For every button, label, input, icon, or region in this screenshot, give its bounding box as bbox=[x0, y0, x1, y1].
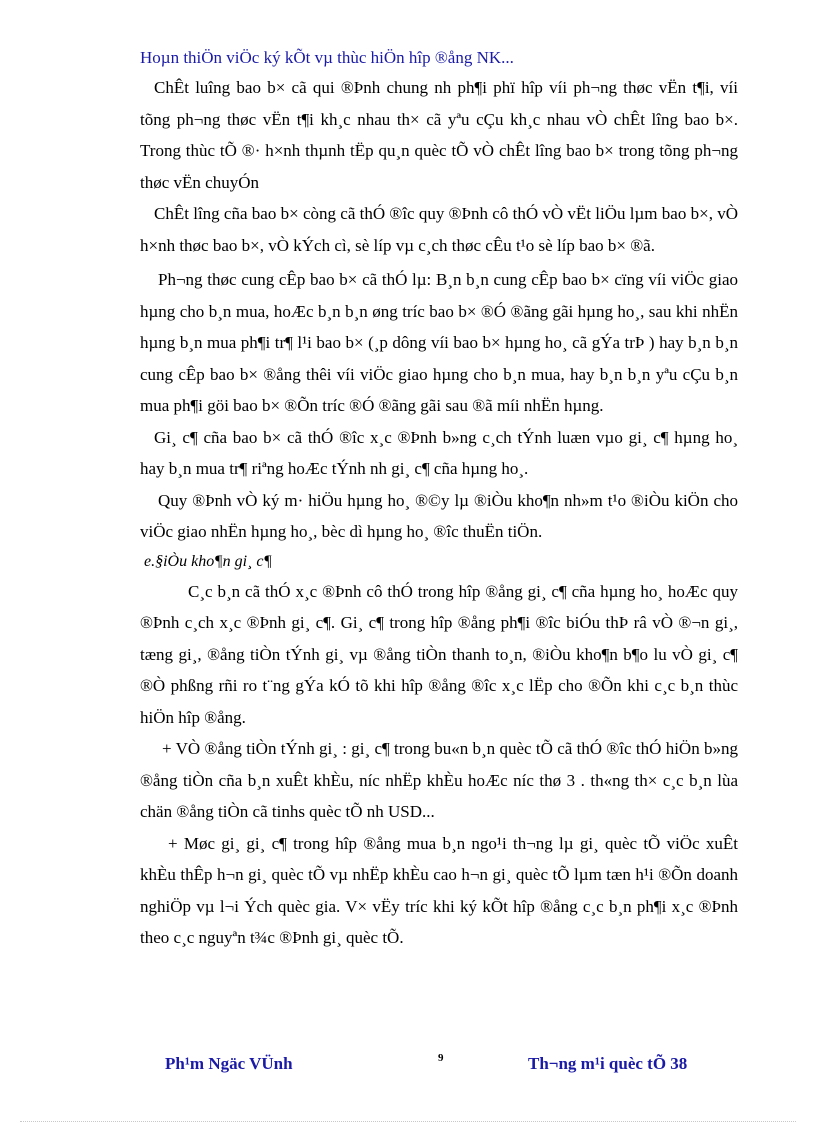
paragraph-packaging-supply: Ph¬ng thøc cung cÊp bao b× cã thÓ lµ: B¸n b¸n cung cÊp bao b× cïng víi viÖc giao hµng cho b¸n mua, hoÆc b¸n b¸n øng tríc bao b× ®Ó ®ãng gãi hµng ho¸, sau khi nhËn hµng b¸n mua ph¶i tr¶ l¹i bao b× (¸p dông víi bao b× hµng ho¸ cã gÝa trÞ ) hay b¸n b¸n cung cÊp bao b× ®ång thêi víi viÖc giao hµng cho b¸n mua, hay b¸n b¸n yªu cÇu b¸n mua ph¶i göi bao b× ®Õn tríc ®Ó ®ãng gãi sau ®ã míi nhËn hµng. bbox=[140, 270, 738, 415]
footer-page-number: 9 bbox=[438, 1052, 444, 1064]
paragraph-packaging-spec: ChÊt lîng cña bao b× còng cã thÓ ®îc quy ®Þnh cô thÓ vÒ vËt liÖu lµm bao b×, vÒ h×nh thøc bao b×, vÒ kÝch cì, sè líp vµ c¸ch thøc cÊu t¹o sè líp bao b× ®ã. bbox=[140, 204, 738, 255]
footer-class-label: Th¬ng m¹i quèc tÕ 38 bbox=[528, 1054, 688, 1073]
page-heading: Hoµn thiÖn viÖc ký kÕt vµ thùc hiÖn hîp ®ång NK... bbox=[140, 48, 514, 67]
section-subheading: e.§iÒu kho¶n gi¸ c¶ bbox=[144, 552, 272, 570]
page-bottom-divider bbox=[20, 1121, 796, 1122]
paragraph-marking: Quy ®Þnh vÒ ký m· hiÖu hµng ho¸ ®©y lµ ®iÒu kho¶n nh»m t¹o ®iÒu kiÖn cho viÖc giao nhËn hµng ho¸, bèc dì hµng ho¸ ®îc thuËn tiÖn. bbox=[140, 490, 738, 541]
document-body bbox=[140, 72, 738, 954]
paragraph-packaging-price: Gi¸ c¶ cña bao b× cã thÓ ®îc x¸c ®Þnh b»ng c¸ch tÝnh luæn vµo gi¸ c¶ hµng ho¸ hay b¸n mua tr¶ riªng hoÆc tÝnh nh gi¸ c¶ cña hµng ho¸. bbox=[140, 427, 738, 478]
paragraph-price-level: + Møc gi¸ gi¸ c¶ trong hîp ®ång mua b¸n ngo¹i th¬ng lµ gi¸ quèc tÕ viÖc xuÊt khÈu thÊp h¬n gi¸ quèc tÕ vµ nhËp khÈu cao h¬n gi¸ quèc tÕ lµm tæn h¹i ®Õn doanh nghiÖp vµ l¬i Ých quèc gia. V× vËy tríc khi ký kÕt hîp ®ång c¸c b¸n ph¶i x¸c ®Þnh theo c¸c nguyªn t¾c ®Þnh gi¸ quèc tÕ. bbox=[140, 833, 738, 947]
paragraph-packaging-quality: ChÊt luîng bao b× cã qui ®Þnh chung nh ph¶i phï hîp víi ph¬ng thøc vËn t¶i, víi tõng ph¬ng thøc vËn t¶i kh¸c nhau th× cã yªu cÇu kh¸c nhau vÒ chÊt lîng bao b×. Trong thùc tÕ ®· h×nh thµnh tËp qu¸n quèc tÕ vÒ chÊt lîng bao b× trong tõng ph¬ng thøc vËn chuyÓn bbox=[140, 78, 738, 192]
paragraph-price-terms: C¸c b¸n cã thÓ x¸c ®Þnh cô thÓ trong hîp ®ång gi¸ c¶ cña hµng ho¸ hoÆc quy ®Þnh c¸ch x¸c ®Þnh gi¸ c¶. Gi¸ c¶ trong hîp ®ång ph¶i ®îc biÓu thÞ râ vÒ ®¬n gi¸, tæng gi¸, ®ång tiÒn tÝnh gi¸ vµ ®ång tiÒn thanh to¸n, ®iÒu kho¶n b¶o lu vÒ gi¸ c¶ ®Ò phßng rñi ro t¨ng gÝa kÓ tõ khi hîp ®ång ®îc x¸c lËp cho ®Õn khi c¸c b¸n thùc hiÖn hîp ®ång. bbox=[140, 581, 738, 727]
paragraph-currency: + VÒ ®ång tiÒn tÝnh gi¸ : gi¸ c¶ trong bu«n b¸n quèc tÕ cã thÓ ®îc thÓ hiÖn b»ng ®ång tiÒn cña b¸n xuÊt khÈu, níc nhËp khÈu hoÆc níc thø 3 . th«ng th× c¸c b¸n lùa chän ®ång tiÒn cã tinhs quèc tÕ nh USD... bbox=[140, 739, 738, 821]
footer-author: Ph¹m Ngäc VÜnh bbox=[165, 1054, 293, 1073]
